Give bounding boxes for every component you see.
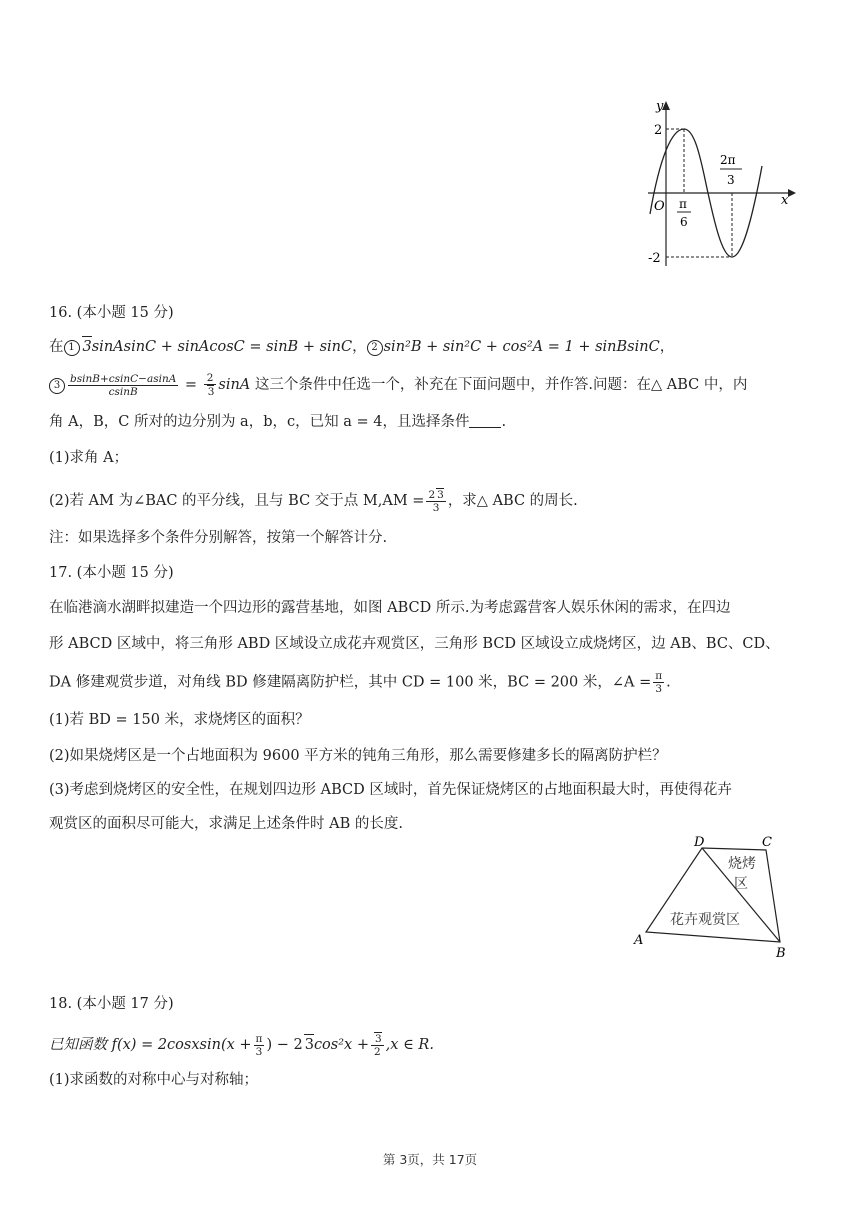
q16-note: 注：如果选择多个条件分别解答，按第一个解答计分.	[49, 530, 388, 546]
answer-blank[interactable]	[469, 415, 501, 428]
q18-frac1-den: 3	[255, 1045, 263, 1058]
q18-part1: (1)求函数的对称中心与对称轴；	[49, 1072, 259, 1088]
q18-frac2-den: 2	[373, 1046, 381, 1058]
condition-3-marker: 3	[49, 378, 65, 394]
garden-label: 花卉观赏区	[670, 912, 740, 928]
q16-line1	[49, 336, 819, 357]
q17-part3-line2: 观赏区的面积尽可能大，求满足上述条件时 AB 的长度.	[49, 816, 403, 832]
q17-header: 17. (本小题 15 分)	[49, 565, 174, 581]
q18-frac2-num: 3	[374, 1033, 382, 1045]
q18-prefix: 已知函数 f(x) = 2cosxsin(x +	[49, 1037, 252, 1053]
vertex-c: C	[762, 835, 772, 850]
angle-fraction	[653, 670, 664, 695]
quadrilateral-figure	[628, 832, 794, 962]
page-footer: 第 3页，共 17页	[382, 1152, 478, 1167]
q16-header: 16. (本小题 15 分)	[49, 305, 174, 321]
q18-mid3: cos²x +	[313, 1037, 369, 1053]
tick-pi-den: 6	[680, 215, 688, 229]
am-frac-den: 3	[432, 502, 440, 514]
frac2-num: 2	[204, 372, 217, 385]
condition-3-fraction-2	[204, 372, 217, 398]
frac-den: csinB	[108, 385, 138, 398]
q18-frac1-num: π	[255, 1032, 263, 1045]
am-fraction	[426, 488, 445, 514]
bbq-label-2: 区	[734, 876, 748, 892]
q16-line2	[49, 372, 819, 398]
q17-line1: 在临港滴水湖畔拟建造一个四边形的露营基地，如图 ABCD 所示.为考虑露营客人娱乐休闲的需求，在四边	[49, 600, 731, 616]
x-axis-arrow-icon	[788, 189, 796, 197]
bbq-label-1: 烧烤	[728, 856, 756, 872]
angle-frac-num: π	[655, 670, 663, 682]
q17-line3	[49, 670, 819, 695]
q17-line3-prefix: DA 修建观赏步道，对角线 BD 修建隔离防护栏，其中 CD = 100 米，BC = 200 米，∠A =	[49, 674, 652, 691]
separator-2: ，	[659, 339, 675, 355]
condition-3-fraction	[68, 373, 178, 398]
q17-part2: (2)如果烧烤区是一个占地面积为 9600 平方米的钝角三角形，那么需要修建多长的隔离防护栏？	[49, 748, 667, 764]
y-max-label: 2	[654, 123, 663, 138]
frac2-den-wrap	[204, 385, 217, 398]
am-frac-sqrt: 3	[437, 489, 444, 501]
x-axis-label: x	[781, 193, 789, 208]
condition-1-marker: 1	[64, 340, 80, 356]
tick-2pi-num: 2π	[720, 153, 736, 167]
tick-pi-num: π	[679, 197, 687, 211]
q17-part3-line1: (3)考虑到烧烤区的安全性，在规划四边形 ABCD 区域时，首先保证烧烤区的占地面积最大时，再使得花卉	[49, 782, 732, 798]
origin-label: O	[654, 199, 665, 214]
q17-part1: (1)若 BD = 150 米，求烧烤区的面积？	[49, 712, 310, 728]
q16-part2-prefix: (2)若 AM 为∠BAC 的平分线，且与 BC 交于点 M,AM =	[49, 493, 425, 509]
q17-line3-end: .	[666, 674, 671, 691]
q16-part2-suffix: ，求△ ABC 的周长.	[447, 493, 578, 509]
y-min-label: -2	[648, 251, 661, 266]
condition-1-expr: sinAsinC + sinAcosC = sinB + sinC	[91, 339, 353, 355]
q18-line1	[49, 1032, 819, 1058]
q16-part2	[49, 488, 819, 514]
separator: ，	[352, 339, 367, 355]
frac2-den: 3	[207, 386, 215, 398]
sqrt3: 3	[82, 336, 92, 357]
frac-num: bsinB+csinC−asinA	[70, 372, 177, 385]
condition-3-tail: sinA	[218, 377, 251, 393]
condition-2-marker: 2	[367, 340, 383, 356]
equals: =	[180, 377, 202, 393]
tick-2pi-den: 3	[727, 173, 735, 187]
q18-sqrt3: 3	[304, 1034, 314, 1055]
q18-end: ,x ∈ R.	[385, 1037, 434, 1053]
vertex-b: B	[776, 946, 786, 961]
condition-2-expr: sin²B + sin²C + cos²A = 1 + sinBsinC	[383, 339, 660, 355]
y-axis-label: y	[656, 99, 664, 114]
q18-frac2	[371, 1032, 384, 1058]
q16-line3-text: 角 A，B，C 所对的边分别为 a，b，c，已知 a = 4，且选择条件	[49, 414, 470, 430]
q18-frac2-num-wrap	[371, 1032, 384, 1046]
q16-part1: (1)求角 A；	[49, 450, 129, 466]
q18-frac1	[254, 1033, 265, 1058]
q18-header: 18. (本小题 17 分)	[49, 996, 174, 1012]
am-frac-num-wrap	[426, 488, 445, 502]
angle-frac-den: 3	[655, 683, 663, 695]
q18-mid: ) − 2	[266, 1037, 303, 1053]
vertex-a: A	[634, 933, 644, 948]
am-frac-num: 2	[428, 489, 436, 501]
q16-line3-end: .	[501, 414, 507, 430]
sine-graph	[640, 96, 800, 271]
q16-prefix: 在	[49, 339, 64, 355]
q17-line2: 形 ABCD 区域中，将三角形 ABD 区域设立成花卉观赏区，三角形 BCD 区域设立成烧烤区，边 AB、BC、CD、	[49, 636, 780, 652]
q16-line2-text: 这三个条件中任选一个，补充在下面问题中，并作答.问题：在△ ABC 中，内	[250, 377, 748, 393]
vertex-d: D	[694, 835, 705, 850]
q16-line3	[49, 412, 819, 432]
